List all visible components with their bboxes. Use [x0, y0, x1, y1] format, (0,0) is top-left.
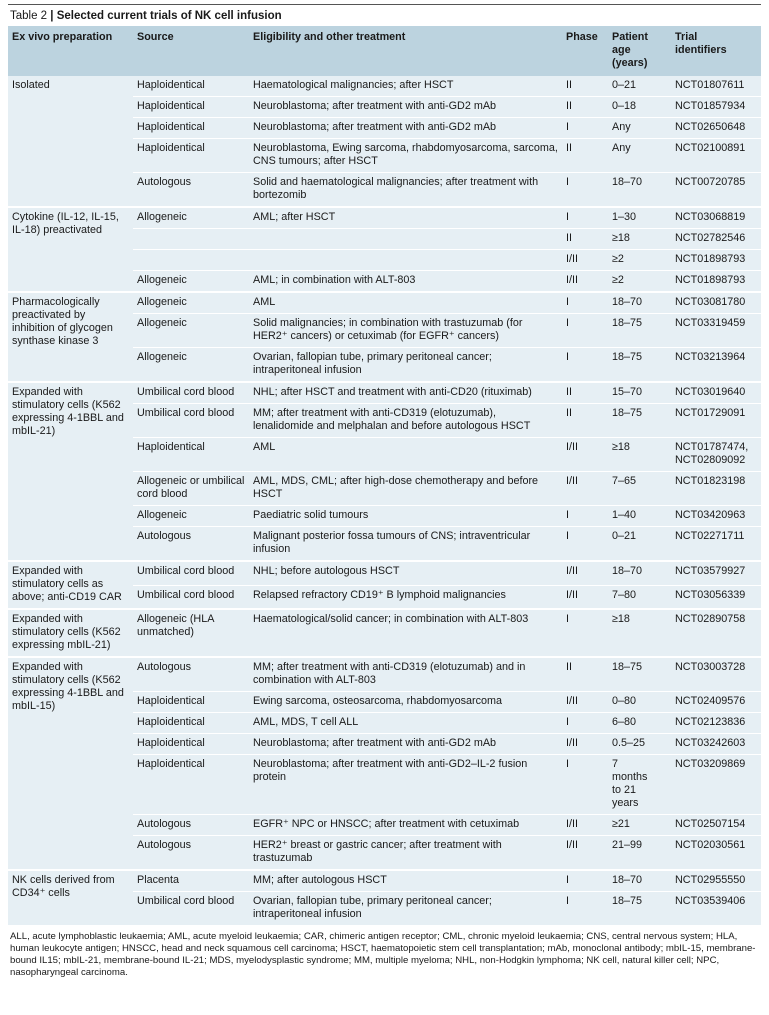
trial-id-cell: NCT03242603 [671, 734, 761, 755]
trial-id-cell: NCT02890758 [671, 609, 761, 657]
source-cell: Haploidentical [133, 76, 249, 97]
phase-cell: I/II [562, 836, 608, 871]
table-caption [8, 7, 761, 26]
trial-id-cell: NCT02123836 [671, 713, 761, 734]
preparation-cell: Expanded with stimulatory cells (K562 expressing 4-1BBL and mbIL-15) [8, 657, 133, 870]
eligibility-cell [249, 229, 562, 250]
eligibility-cell: AML; in combination with ALT-803 [249, 271, 562, 293]
source-cell: Allogeneic [133, 271, 249, 293]
source-cell: Placenta [133, 870, 249, 892]
source-cell: Haploidentical [133, 755, 249, 815]
source-cell: Umbilical cord blood [133, 585, 249, 609]
phase-cell: II [562, 139, 608, 173]
source-cell: Autologous [133, 657, 249, 692]
age-cell: 18–75 [608, 404, 671, 438]
age-cell: Any [608, 139, 671, 173]
age-cell: 21–99 [608, 836, 671, 871]
eligibility-cell: Ovarian, fallopian tube, primary peritoneal cancer; intraperitoneal infusion [249, 892, 562, 926]
trial-id-cell: NCT00720785 [671, 173, 761, 208]
phase-cell: I [562, 207, 608, 229]
phase-cell: I/II [562, 561, 608, 585]
phase-cell: II [562, 97, 608, 118]
source-cell: Umbilical cord blood [133, 561, 249, 585]
header-eligibility: Eligibility and other treatment [249, 26, 562, 76]
phase-cell: II [562, 404, 608, 438]
table-row [8, 207, 761, 229]
header-source: Source [133, 26, 249, 76]
trial-id-cell: NCT03213964 [671, 348, 761, 383]
trial-id-cell: NCT02100891 [671, 139, 761, 173]
eligibility-cell: Malignant posterior fossa tumours of CNS; intraventricular infusion [249, 527, 562, 562]
source-cell: Allogeneic [133, 348, 249, 383]
phase-cell: I [562, 527, 608, 562]
eligibility-cell: Neuroblastoma; after treatment with anti-GD2 mAb [249, 734, 562, 755]
age-cell: ≥2 [608, 271, 671, 293]
age-cell: 0–21 [608, 76, 671, 97]
eligibility-cell: Ewing sarcoma, osteosarcoma, rhabdomyosarcoma [249, 692, 562, 713]
age-cell: ≥18 [608, 438, 671, 472]
table-title: Selected current trials of NK cell infusion [56, 10, 282, 22]
phase-cell: I [562, 314, 608, 348]
phase-cell: I [562, 173, 608, 208]
source-cell: Autologous [133, 836, 249, 871]
trial-id-cell: NCT03209869 [671, 755, 761, 815]
top-rule [8, 4, 761, 5]
age-cell: 7–65 [608, 472, 671, 506]
age-cell: 18–70 [608, 173, 671, 208]
preparation-cell: Expanded with stimulatory cells (K562 expressing 4-1BBL and mbIL-21) [8, 382, 133, 561]
header-ex-vivo-preparation: Ex vivo preparation [8, 26, 133, 76]
phase-cell: II [562, 382, 608, 404]
age-cell: 15–70 [608, 382, 671, 404]
source-cell [133, 250, 249, 271]
age-cell: 18–70 [608, 292, 671, 314]
eligibility-cell: AML [249, 292, 562, 314]
phase-cell: I/II [562, 438, 608, 472]
trial-id-cell: NCT02782546 [671, 229, 761, 250]
table-number: Table 2 [10, 10, 48, 22]
eligibility-cell: MM; after autologous HSCT [249, 870, 562, 892]
source-cell: Haploidentical [133, 139, 249, 173]
trial-id-cell: NCT03003728 [671, 657, 761, 692]
trial-id-cell: NCT03579927 [671, 561, 761, 585]
eligibility-cell: Haematological malignancies; after HSCT [249, 76, 562, 97]
trial-id-cell: NCT03056339 [671, 585, 761, 609]
table-row [8, 870, 761, 892]
source-cell: Umbilical cord blood [133, 382, 249, 404]
trial-id-cell: NCT01729091 [671, 404, 761, 438]
phase-cell: I [562, 870, 608, 892]
trial-id-cell: NCT01787474, NCT02809092 [671, 438, 761, 472]
age-cell: ≥18 [608, 609, 671, 657]
eligibility-cell: EGFR⁺ NPC or HNSCC; after treatment with cetuximab [249, 815, 562, 836]
phase-cell: I/II [562, 472, 608, 506]
trial-id-cell: NCT01857934 [671, 97, 761, 118]
preparation-cell: Expanded with stimulatory cells as above; anti-CD19 CAR [8, 561, 133, 609]
table-row [8, 561, 761, 585]
age-cell: 0.5–25 [608, 734, 671, 755]
phase-cell: I [562, 609, 608, 657]
eligibility-cell: Neuroblastoma, Ewing sarcoma, rhabdomyosarcoma, sarcoma, CNS tumours; after HSCT [249, 139, 562, 173]
source-cell: Haploidentical [133, 118, 249, 139]
eligibility-cell: MM; after treatment with anti-CD319 (elotuzumab), lenalidomide and melphalan and before autologous HSCT [249, 404, 562, 438]
phase-cell: I [562, 755, 608, 815]
trial-id-cell: NCT01898793 [671, 250, 761, 271]
header-trial-identifiers: Trial identifiers [671, 26, 761, 76]
age-cell: ≥2 [608, 250, 671, 271]
phase-cell: I [562, 292, 608, 314]
eligibility-cell: AML, MDS, T cell ALL [249, 713, 562, 734]
age-cell: 7–80 [608, 585, 671, 609]
trial-id-cell: NCT02409576 [671, 692, 761, 713]
source-cell: Haploidentical [133, 97, 249, 118]
age-cell: 7 months to 21 years [608, 755, 671, 815]
source-cell: Haploidentical [133, 692, 249, 713]
trial-id-cell: NCT03019640 [671, 382, 761, 404]
page [8, 0, 761, 979]
phase-cell: I [562, 118, 608, 139]
eligibility-cell: HER2⁺ breast or gastric cancer; after treatment with trastuzumab [249, 836, 562, 871]
table-row [8, 657, 761, 692]
table-row [8, 609, 761, 657]
age-cell: 18–75 [608, 892, 671, 926]
source-cell: Autologous [133, 173, 249, 208]
preparation-cell: NK cells derived from CD34⁺ cells [8, 870, 133, 925]
age-cell: 18–70 [608, 561, 671, 585]
age-cell: ≥18 [608, 229, 671, 250]
eligibility-cell [249, 250, 562, 271]
trial-id-cell: NCT02507154 [671, 815, 761, 836]
age-cell: 1–30 [608, 207, 671, 229]
source-cell: Allogeneic [133, 314, 249, 348]
age-cell: 0–18 [608, 97, 671, 118]
source-cell: Umbilical cord blood [133, 404, 249, 438]
source-cell: Autologous [133, 527, 249, 562]
table-row [8, 76, 761, 97]
phase-cell: II [562, 657, 608, 692]
phase-cell: I [562, 348, 608, 383]
trial-id-cell: NCT03081780 [671, 292, 761, 314]
preparation-cell: Pharmacologically preactivated by inhibition of glycogen synthase kinase 3 [8, 292, 133, 382]
eligibility-cell: AML; after HSCT [249, 207, 562, 229]
age-cell: 6–80 [608, 713, 671, 734]
age-cell: 18–70 [608, 870, 671, 892]
header-patient-age: Patient age (years) [608, 26, 671, 76]
table-body [8, 76, 761, 925]
source-cell: Allogeneic [133, 292, 249, 314]
phase-cell: I/II [562, 815, 608, 836]
trial-id-cell: NCT03068819 [671, 207, 761, 229]
trial-id-cell: NCT02955550 [671, 870, 761, 892]
trial-id-cell: NCT01898793 [671, 271, 761, 293]
phase-cell: II [562, 76, 608, 97]
trial-id-cell: NCT02650648 [671, 118, 761, 139]
source-cell [133, 229, 249, 250]
table-footnote: ALL, acute lymphoblastic leukaemia; AML, acute myeloid leukaemia; CAR, chimeric antigen receptor; CML, chronic myeloid leukaemia; CNS, central nervous system; HLA, human leukocyte antigen; HNSCC, head and neck squamous cell carcinoma; HSCT, haematopoietic stem cell transplantation; mAb, monoclonal antibody; mbIL-15, membrane-bound IL15; mbIL-21, membrane-bound IL-21; MDS, myelodysplastic syndrome; MM, multiple myeloma; NHL, non-Hodgkin lymphoma; NK cell, natural killer cell; NPC, nasopharyngeal carcinoma. [10, 931, 756, 978]
preparation-cell: Isolated [8, 76, 133, 207]
trial-id-cell: NCT01823198 [671, 472, 761, 506]
phase-cell: I [562, 713, 608, 734]
eligibility-cell: NHL; after HSCT and treatment with anti-CD20 (rituximab) [249, 382, 562, 404]
phase-cell: I [562, 506, 608, 527]
eligibility-cell: Ovarian, fallopian tube, primary peritoneal cancer; intraperitoneal infusion [249, 348, 562, 383]
eligibility-cell: AML [249, 438, 562, 472]
source-cell: Haploidentical [133, 734, 249, 755]
trial-id-cell: NCT03539406 [671, 892, 761, 926]
age-cell: ≥21 [608, 815, 671, 836]
source-cell: Allogeneic [133, 207, 249, 229]
table-header [8, 26, 761, 76]
phase-cell: I/II [562, 271, 608, 293]
age-cell: 0–80 [608, 692, 671, 713]
age-cell: 18–75 [608, 314, 671, 348]
trials-table [8, 26, 761, 925]
preparation-cell: Expanded with stimulatory cells (K562 expressing mbIL-21) [8, 609, 133, 657]
table-row [8, 382, 761, 404]
eligibility-cell: NHL; before autologous HSCT [249, 561, 562, 585]
preparation-cell: Cytokine (IL-12, IL-15, IL-18) preactivated [8, 207, 133, 292]
source-cell: Allogeneic or umbilical cord blood [133, 472, 249, 506]
age-cell: 0–21 [608, 527, 671, 562]
eligibility-cell: Neuroblastoma; after treatment with anti-GD2 mAb [249, 118, 562, 139]
phase-cell: I [562, 892, 608, 926]
source-cell: Allogeneic (HLA unmatched) [133, 609, 249, 657]
eligibility-cell: Neuroblastoma; after treatment with anti-GD2–IL-2 fusion protein [249, 755, 562, 815]
phase-cell: I/II [562, 692, 608, 713]
trial-id-cell: NCT02030561 [671, 836, 761, 871]
eligibility-cell: Haematological/solid cancer; in combination with ALT-803 [249, 609, 562, 657]
age-cell: Any [608, 118, 671, 139]
source-cell: Haploidentical [133, 713, 249, 734]
source-cell: Haploidentical [133, 438, 249, 472]
source-cell: Autologous [133, 815, 249, 836]
phase-cell: II [562, 229, 608, 250]
phase-cell: I/II [562, 250, 608, 271]
eligibility-cell: MM; after treatment with anti-CD319 (elotuzumab) and in combination with ALT-803 [249, 657, 562, 692]
header-phase: Phase [562, 26, 608, 76]
eligibility-cell: AML, MDS, CML; after high-dose chemotherapy and before HSCT [249, 472, 562, 506]
eligibility-cell: Relapsed refractory CD19⁺ B lymphoid malignancies [249, 585, 562, 609]
age-cell: 18–75 [608, 657, 671, 692]
age-cell: 18–75 [608, 348, 671, 383]
eligibility-cell: Solid malignancies; in combination with trastuzumab (for HER2⁺ cancers) or cetuximab (for EGFR⁺ cancers) [249, 314, 562, 348]
source-cell: Allogeneic [133, 506, 249, 527]
trial-id-cell: NCT02271711 [671, 527, 761, 562]
trial-id-cell: NCT03420963 [671, 506, 761, 527]
eligibility-cell: Solid and haematological malignancies; after treatment with bortezomib [249, 173, 562, 208]
caption-separator: | [47, 10, 57, 22]
phase-cell: I/II [562, 585, 608, 609]
table-row [8, 292, 761, 314]
trial-id-cell: NCT01807611 [671, 76, 761, 97]
eligibility-cell: Neuroblastoma; after treatment with anti-GD2 mAb [249, 97, 562, 118]
source-cell: Umbilical cord blood [133, 892, 249, 926]
age-cell: 1–40 [608, 506, 671, 527]
phase-cell: I/II [562, 734, 608, 755]
eligibility-cell: Paediatric solid tumours [249, 506, 562, 527]
trial-id-cell: NCT03319459 [671, 314, 761, 348]
